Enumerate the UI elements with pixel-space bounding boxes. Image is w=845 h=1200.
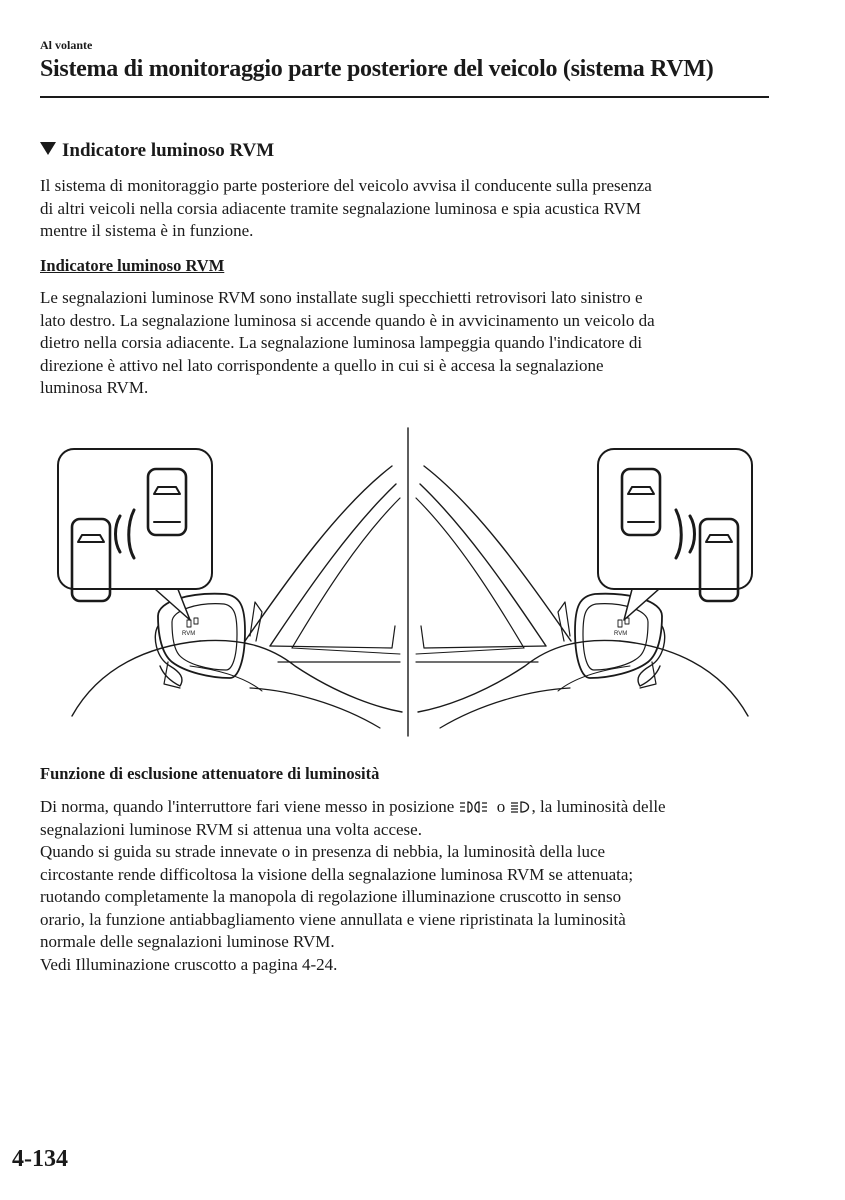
- section-label: Al volante: [40, 38, 93, 52]
- paragraph-line: segnalazioni luminose RVM si attenua una volta accese.: [40, 819, 422, 839]
- paragraph-line: [40, 796, 780, 819]
- indicator-paragraph: [40, 287, 780, 400]
- intro-paragraph: [40, 175, 780, 243]
- page-title: Sistema di monitoraggio parte posteriore del veicolo (sistema RVM): [40, 56, 714, 82]
- triangle-bullet-icon: [40, 142, 56, 155]
- section-heading: [40, 140, 274, 162]
- headlight-icon: [510, 800, 532, 814]
- title-rule: [40, 96, 769, 98]
- paragraph-line: Le segnalazioni luminose RVM sono installate sugli specchietti retrovisori lato sinistro e: [40, 288, 643, 307]
- paragraph-line: direzione è attivo nel lato corrispondente a quello in cui si è accesa la segnalazione: [40, 355, 604, 375]
- left-mirror-view: [58, 449, 402, 728]
- right-mirror-view: [416, 449, 752, 728]
- subsection-heading-dimmer: Funzione di esclusione attenuatore di luminosità: [40, 764, 380, 783]
- section-heading-text: Indicatore luminoso RVM: [62, 140, 275, 161]
- subsection-heading-indicator: Indicatore luminoso RVM: [40, 256, 225, 275]
- intro-line: Il sistema di monitoraggio parte posteriore del veicolo avvisa il conducente sulla presenza: [40, 176, 652, 195]
- paragraph-line: dietro nella corsia adiacente. La segnalazione luminosa lampeggia quando l'indicatore di: [40, 333, 643, 352]
- paragraph-line: luminosa RVM.: [40, 378, 149, 397]
- line-text: , la luminosità delle: [531, 797, 666, 816]
- paragraph-line: circostante rende difficoltosa la visione della segnalazione luminosa RVM se attenuata;: [40, 864, 634, 884]
- paragraph-line: Quando si guida su strade innevate o in presenza di nebbia, la luminosità della luce: [40, 842, 606, 861]
- line-text: Di norma, quando l'interruttore fari viene messo in posizione: [40, 797, 455, 816]
- paragraph-line: Vedi Illuminazione cruscotto a pagina 4-24.: [40, 954, 338, 974]
- intro-line: mentre il sistema è in funzione.: [40, 221, 254, 240]
- paragraph-line: normale delle segnalazioni luminose RVM.: [40, 932, 335, 951]
- paragraph-line: ruotando completamente la manopola di regolazione illuminazione cruscotto in senso: [40, 887, 622, 906]
- intro-line: di altri veicoli nella corsia adiacente tramite segnalazione luminosa e spia acustica RVM: [40, 198, 641, 218]
- mirror-illustration: [40, 426, 780, 738]
- mirror-badge-label: RVM: [182, 631, 196, 637]
- page-number: 4-134: [12, 1146, 68, 1172]
- line-text: o: [496, 797, 506, 816]
- mirror-badge-label: RVM: [614, 631, 628, 637]
- dimmer-paragraph: [40, 796, 780, 976]
- paragraph-line: lato destro. La segnalazione luminosa si accende quando è in avvicinamento un veicolo da: [40, 310, 655, 330]
- paragraph-line: orario, la funzione antiabbagliamento viene annullata e viene ripristinata la luminosità: [40, 909, 626, 929]
- parking-light-icon: [459, 800, 493, 814]
